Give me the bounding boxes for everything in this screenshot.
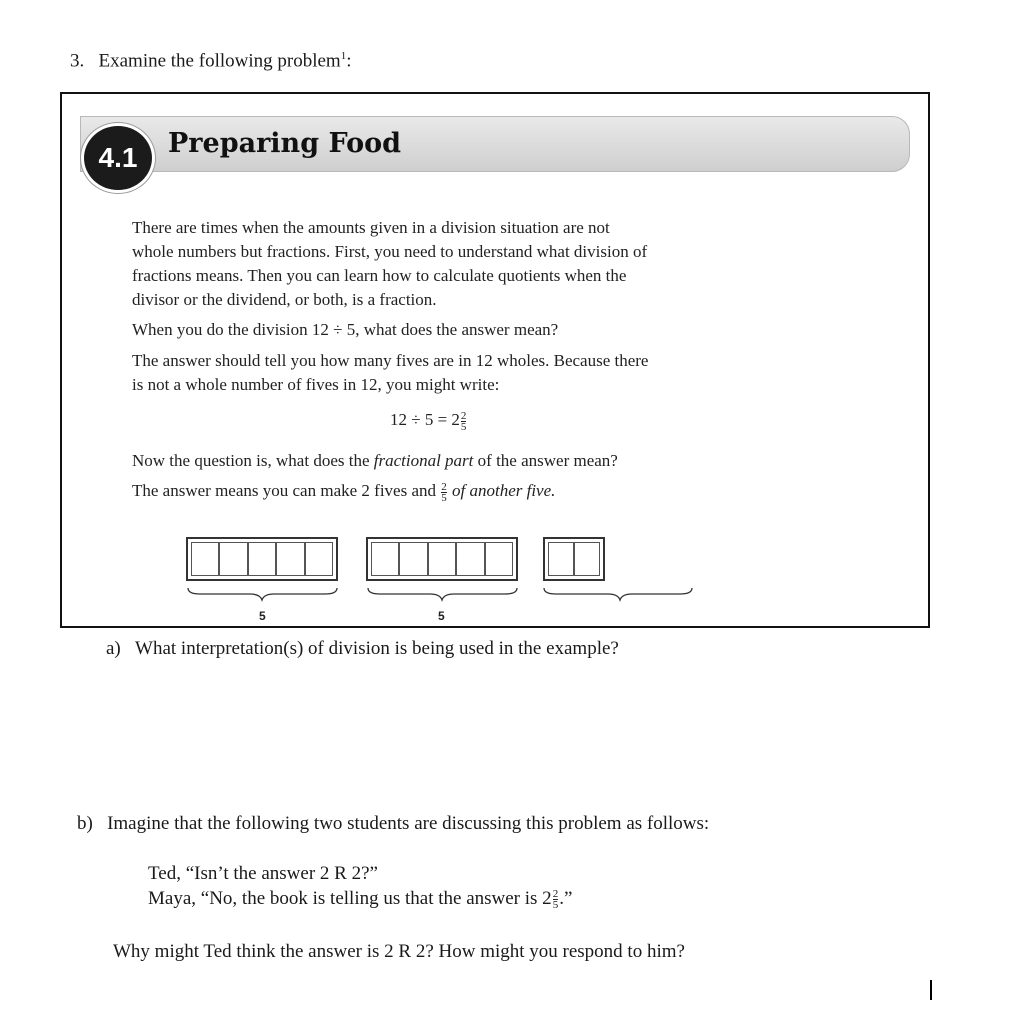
footnote-marker: 1 (340, 50, 347, 62)
intro-paragraph: There are times when the amounts given in a division situation are not whole numbers but fractions. First, you need to understand what division of fractions means. Then you can learn how to calculate quotients when the divisor or the dividend, or both, is a fraction. (132, 218, 648, 309)
strip-cell (305, 542, 333, 576)
part-a-label: a) (106, 638, 121, 659)
lesson-number-badge: 4.1 (84, 126, 152, 190)
five-strip-1 (186, 537, 338, 581)
strip-cell (399, 542, 427, 576)
strip-cell (456, 542, 484, 576)
strip-cell (485, 542, 513, 576)
strip-braces (180, 584, 700, 608)
part-b-label: b) (77, 813, 93, 834)
equation-fraction: $\frac{2}{5}$ (460, 409, 467, 433)
strip-cell (548, 542, 574, 576)
brace-1 (188, 588, 337, 600)
text-cursor (930, 980, 932, 1000)
brace-2 (368, 588, 517, 600)
strip-cell (219, 542, 247, 576)
brace-3 (544, 588, 692, 600)
part-a-text: What interpretation(s) of division is being used in the example? (135, 638, 619, 659)
partial-strip (543, 537, 605, 581)
question-number: 3. (70, 50, 85, 72)
part-b-text: Imagine that the following two students are discussing this problem as follows: (107, 813, 710, 834)
five-strip-2 (366, 537, 518, 581)
lesson-title: Preparing Food (168, 128, 402, 159)
ted-quote: Ted, “Isn’t the answer 2 R 2?” (148, 863, 378, 884)
strip-cell (276, 542, 304, 576)
strip-cell (248, 542, 276, 576)
strip-cell (191, 542, 219, 576)
equation: 12 ÷ 5 = 2 $\frac{2}{5}$ (390, 409, 467, 433)
followup-question: Why might Ted think the answer is 2 R 2? How might you respond to him? (113, 941, 685, 962)
question-intro: Examine the following problem (98, 50, 341, 72)
division-question: When you do the division 12 ÷ 5, what does the answer mean? (132, 320, 559, 339)
maya-quote: Maya, “No, the book is telling us that the answer is 2 $\frac{2}{5}$ .” (148, 888, 573, 912)
strip-cell (371, 542, 399, 576)
fraction-question: Now the question is, what does the fractional part of the answer mean? (132, 451, 618, 470)
brace-label-2: 5 (438, 609, 445, 623)
fraction-answer: The answer means you can make 2 fives and $\frac{2}{5}$ of another five. (132, 480, 556, 504)
part-a (106, 638, 619, 660)
strip-cell (428, 542, 456, 576)
part-b (77, 813, 709, 835)
brace-label-1: 5 (259, 609, 266, 623)
strip-cell (574, 542, 600, 576)
explanation-paragraph: The answer should tell you how many fives are in 12 wholes. Because there is not a whole number of fives in 12, you might write: (132, 351, 649, 394)
question-header: 3. Examine the following problem$^1$: (70, 50, 352, 72)
